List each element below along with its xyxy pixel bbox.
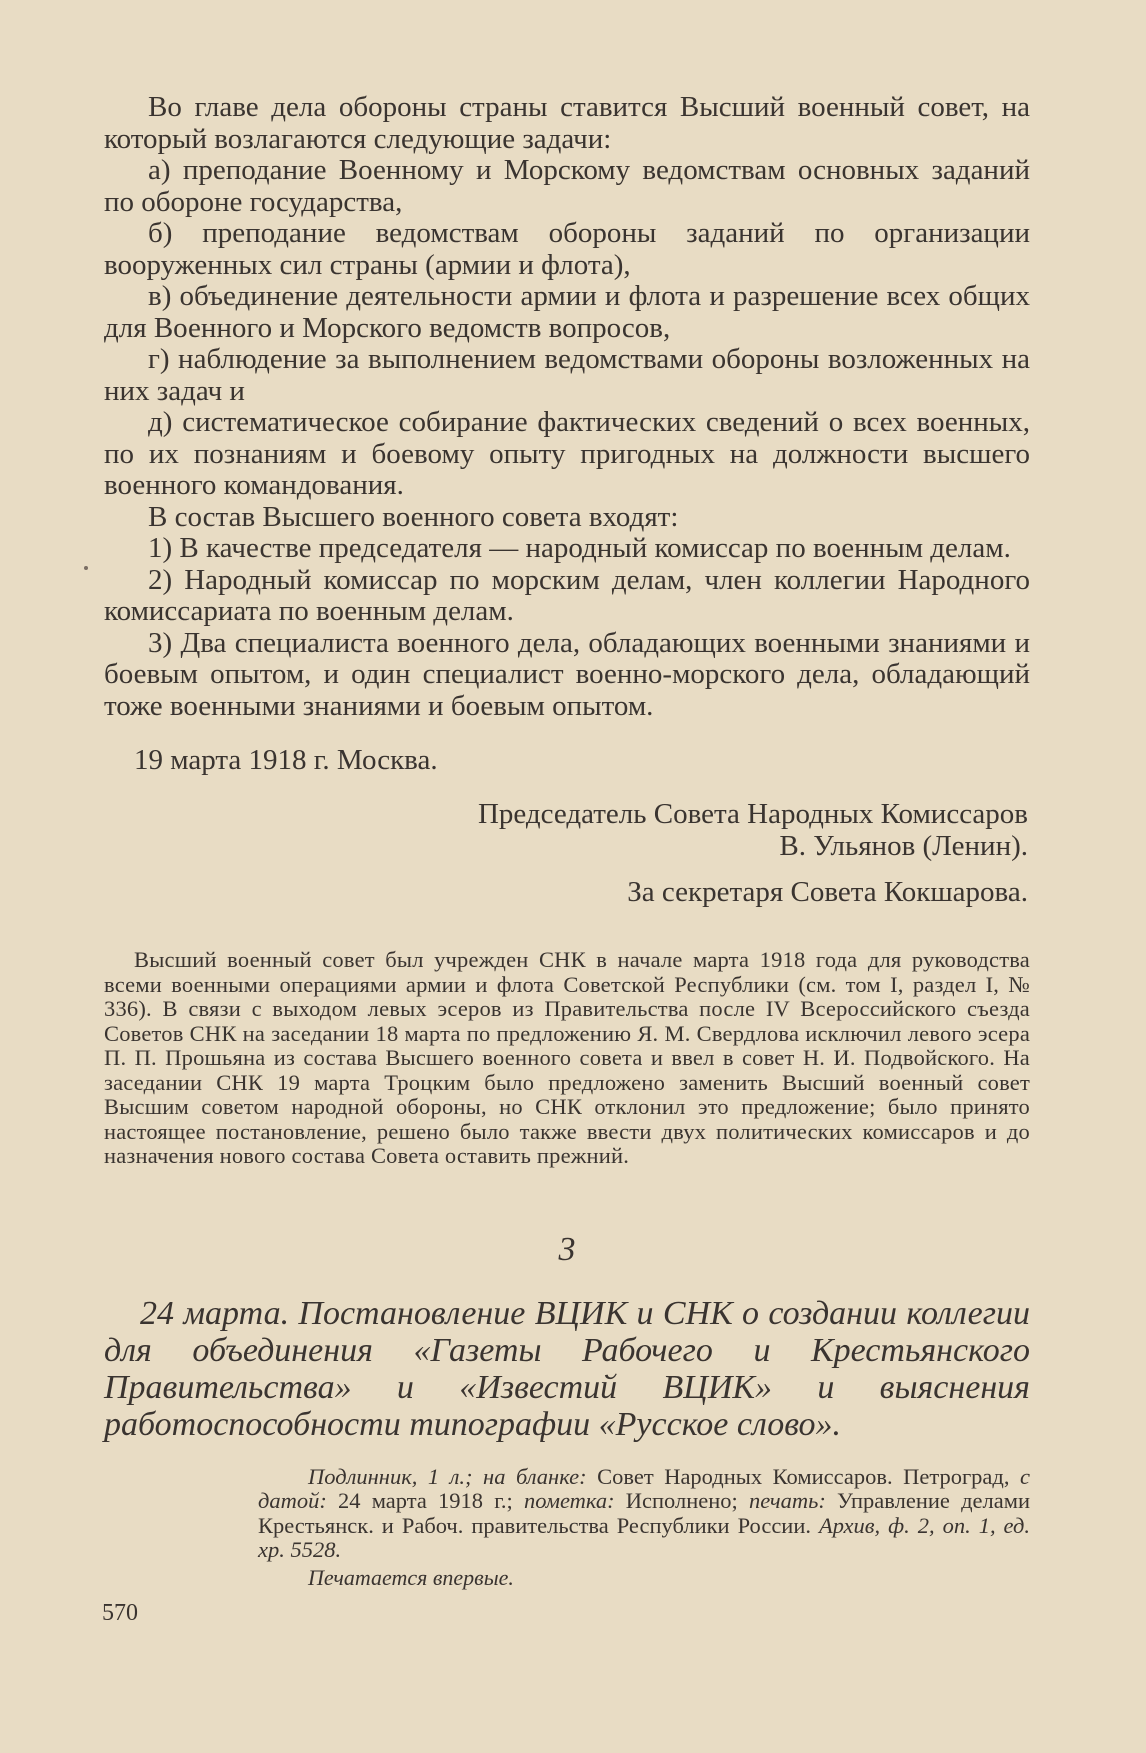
signature-block bbox=[104, 798, 1030, 908]
paragraph: 3) Два специалиста военного дела, обладающих военными знаниями и боевым опытом, и один специалист военно-морского дела, обладающий тоже военными знаниями и боевым опытом. bbox=[104, 626, 1030, 722]
source-label: Подлинник, 1 л.; на бланке: bbox=[308, 1463, 587, 1489]
paragraph: 2) Народный комиссар по морским делам, член коллегии Народного комиссариата по военным делам. bbox=[104, 563, 1030, 627]
source-text: Исполнено; bbox=[614, 1488, 749, 1513]
source-text: Совет Народных Комиссаров. Петроград, bbox=[586, 1463, 1020, 1489]
paragraph: б) преподание ведомствам обороны заданий по организации вооруженных сил страны (армии и флота), bbox=[104, 217, 1030, 281]
print-speck bbox=[84, 566, 88, 570]
paragraph: В состав Высшего военного совета входят: bbox=[148, 500, 679, 533]
source-text: 24 марта 1918 г.; bbox=[326, 1488, 524, 1513]
paragraph: в) объединение деятельности армии и флота и разрешение всех общих для Военного и Морского ведомств вопросов, bbox=[104, 280, 1030, 344]
paragraph: Во главе дела обороны страны ставится Высший военный совет, на который возлагаются следующие задачи: bbox=[104, 91, 1030, 155]
printed-first-note: Печатается впервые. bbox=[308, 1564, 514, 1590]
archive-reference: Архив, ф. 2, оп. 1, ед. хр. 5528. bbox=[258, 1512, 1030, 1562]
page-number: 570 bbox=[102, 1600, 138, 1626]
editorial-note: Высший военный совет был учрежден СНК в начале марта 1918 года для руководства всеми военными операциями армии и флота Советской Республики (см. том I, раздел I, № 336). В связи с выходом левых эсеров из Правительства после IV Всероссийского съезда Советов СНК на заседании 18 марта по предложению Я. М. Свердлова исключил левого эсера П. П. Прошьяна из состава Высшего военного совета и ввел в совет Н. И. Подвойского. На заседании СНК 19 марта Троцким было предложено заменить Высший военный совет Высшим советом народной обороны, но СНК отклонил это предложение; было принято настоящее постановление, решено было также ввести двух политических комиссаров и до назначения нового состава Совета оставить прежний. bbox=[104, 947, 1030, 1168]
resolution-body bbox=[104, 92, 1030, 722]
source-label: пометка: bbox=[523, 1488, 615, 1513]
document-title: 24 марта. Постановление ВЦИК и СНК о создании коллегии для объединения «Газеты Рабочего и Крестьянского Правительства» и «Известий ВЦИК» и выяснения работоспособности типографии «Русское слово». bbox=[104, 1294, 1030, 1443]
paragraph: д) систематическое собирание фактических сведений о всех военных, по их познаниям и боевому опыту пригодных на должности высшего военного командования. bbox=[104, 406, 1030, 501]
page-content bbox=[104, 92, 1030, 1591]
source-text: Управление делами Крестьянск. и Рабоч. правительства Республики России. bbox=[258, 1488, 1030, 1538]
paragraph: г) наблюдение за выполнением ведомствами обороны возложенных на них задач и bbox=[104, 343, 1030, 407]
secretary-signature: За секретаря Совета Кокшарова. bbox=[627, 876, 1028, 908]
paragraph: а) преподание Военному и Морскому ведомствам основных заданий по обороне государства, bbox=[104, 154, 1030, 218]
paragraph: 1) В качестве председателя — народный комиссар по военным делам. bbox=[148, 532, 1011, 564]
signature-title: Председатель Совета Народных Комиссаров bbox=[477, 798, 1028, 830]
document-number: 3 bbox=[558, 1230, 576, 1268]
source-label: печать: bbox=[748, 1488, 826, 1513]
source-label: с датой: bbox=[258, 1463, 1030, 1513]
date-place: 19 марта 1918 г. Москва. bbox=[134, 744, 438, 776]
source-description bbox=[258, 1465, 1030, 1563]
signature-name: В. Ульянов (Ленин). bbox=[779, 830, 1028, 862]
